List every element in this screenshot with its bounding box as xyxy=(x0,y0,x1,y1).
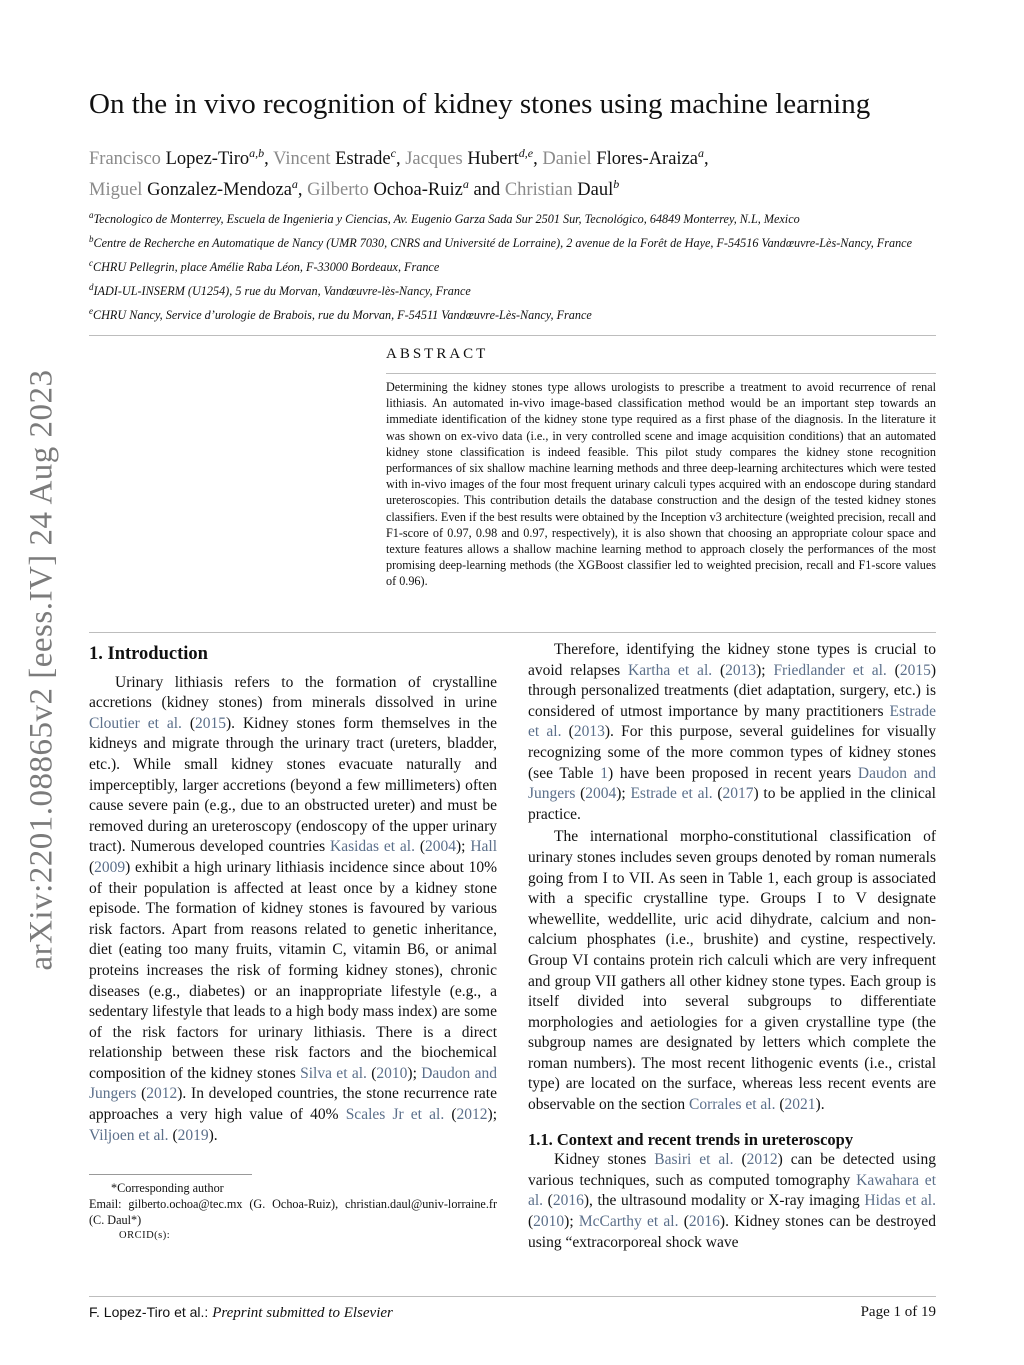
citation-link[interactable]: Estrade et al. xyxy=(528,702,936,741)
citation-link[interactable]: Corrales et al. xyxy=(688,1096,776,1114)
text-run: ( xyxy=(678,1213,689,1231)
right-paragraph-3 xyxy=(528,1150,936,1253)
text-run: ), the ultrasound modality or X-ray imaging xyxy=(583,1192,865,1210)
affiliation-text: CHRU Pellegrin, place Amélie Raba Léon, F-33000 Bordeaux, France xyxy=(93,260,440,275)
text-run: ). xyxy=(815,1096,825,1114)
text-run: ). xyxy=(208,1126,218,1144)
author-first-name: Christian xyxy=(504,180,573,201)
text-run: ( xyxy=(415,838,425,856)
text-run: ( xyxy=(712,661,726,679)
abstract-heading: ABSTRACT xyxy=(386,346,489,362)
citation-link[interactable]: Friedlander et al. xyxy=(773,661,887,679)
citation-link[interactable]: 2019 xyxy=(177,1126,209,1144)
affiliation-text: Centre de Recherche en Automatique de Nancy (UMR 7030, CNRS and Université de Lorraine), 2 avenue de la Forêt de Haye, F-54516 Vandœuvre-Lès-Nancy, France xyxy=(93,236,912,251)
footer-citation xyxy=(89,1304,393,1322)
citation-link[interactable]: 2012 xyxy=(456,1106,488,1124)
citation-link[interactable]: Silva et al. xyxy=(300,1064,367,1082)
author-affiliation-mark: d,e xyxy=(518,146,534,160)
subsection-heading-ureteroscopy: 1.1. Context and recent trends in ureteroscopy xyxy=(528,1129,854,1149)
text-run: ( xyxy=(575,785,586,803)
affiliation-mark: c xyxy=(89,258,93,269)
right-paragraph-1 xyxy=(528,640,936,825)
corresponding-author-note: *Corresponding author xyxy=(111,1181,224,1195)
text-run: ( xyxy=(168,1126,178,1144)
author-last-name: Gonzalez-Mendoza xyxy=(147,180,292,201)
author-affiliation-mark: a xyxy=(698,146,704,160)
author-last-name: Lopez-Tiro xyxy=(165,149,250,170)
citation-link[interactable]: McCarthy et al. xyxy=(578,1213,679,1231)
corresponding-email: Email: gilberto.ochoa@tec.mx (G. Ochoa-Ruiz), christian.daul@univ-lorraine.fr (C. Daul*) xyxy=(89,1197,497,1227)
text-run: ). In developed countries, the stone recurrence rate approaches a very high value of 40% xyxy=(89,1085,497,1124)
citation-link[interactable]: 2012 xyxy=(746,1151,778,1169)
citation-link[interactable]: 2004 xyxy=(425,838,456,856)
footer-journal: Preprint submitted to Elsevier xyxy=(212,1305,393,1321)
citation-link[interactable]: Kartha et al. xyxy=(628,661,713,679)
author-separator: , xyxy=(533,149,543,170)
text-run: ); xyxy=(407,1064,422,1082)
author-affiliation-mark: c xyxy=(390,146,396,160)
affiliation-mark: d xyxy=(89,282,94,293)
author-affiliation-mark: b xyxy=(613,177,620,192)
affiliation-mark: a xyxy=(89,210,94,220)
text-run: ( xyxy=(543,1192,553,1210)
text-run: ); xyxy=(616,785,631,803)
author-last-name: Hubert xyxy=(467,149,519,170)
affiliations xyxy=(89,207,949,327)
right-column xyxy=(528,640,936,1253)
abstract-heading-rule xyxy=(386,373,936,374)
text-run: Therefore, identifying the kidney stone types is crucial to avoid relapses xyxy=(528,641,936,679)
text-run: ( xyxy=(561,723,574,741)
citation-link[interactable]: Kawahara et al. xyxy=(528,1171,936,1210)
text-run: ( xyxy=(181,714,195,732)
text-run: ( xyxy=(136,1085,147,1103)
citation-link[interactable]: 1 xyxy=(600,764,608,782)
text-run: ( xyxy=(366,1064,377,1082)
arxiv-sidebar xyxy=(16,360,68,980)
text-run: ); xyxy=(487,1106,497,1124)
footnote xyxy=(89,1180,497,1244)
affiliation-text: IADI-UL-INSERM (U1254), 5 rue du Morvan, Vandœuvre-lès-Nancy, France xyxy=(93,284,471,299)
author-affiliation-mark: a xyxy=(462,177,469,192)
text-run: ( xyxy=(733,1151,747,1169)
citation-link[interactable]: 2013 xyxy=(573,723,605,741)
author-last-name: Estrade xyxy=(335,149,391,170)
author-affiliation-mark: a xyxy=(291,177,298,192)
text-run: ). For this purpose, several guidelines for visually recognizing some of the more common types of kidney stones (see Table xyxy=(528,723,936,782)
orcid-label: ORCID(s): xyxy=(119,1230,171,1241)
page-number: Page 1 of 19 xyxy=(860,1304,936,1320)
affiliation-text: Tecnologico de Monterrey, Escuela de Ingenieria y Ciencias, Av. Eugenio Garza Sada Sur 2501 Sur, Tecnológico, 64849 Monterrey, N.L, Mexico xyxy=(93,212,800,227)
footer-author: F. Lopez-Tiro et al.: xyxy=(89,1304,213,1320)
right-paragraph-2 xyxy=(528,827,936,1115)
author-first-name: Gilberto xyxy=(307,180,369,201)
affiliation-entry xyxy=(89,207,949,228)
citation-link[interactable]: Estrade et al. xyxy=(630,785,713,803)
citation-link[interactable]: 2012 xyxy=(146,1085,178,1103)
citation-link[interactable]: Daudon and Jungers xyxy=(528,764,937,803)
affiliation-entry xyxy=(89,279,949,300)
text-run: ) can be detected using various techniques, such as computed tomography xyxy=(528,1151,936,1189)
text-run: ( xyxy=(444,1106,457,1124)
text-run: ( xyxy=(528,1213,534,1231)
citation-link[interactable]: Scales Jr et al. xyxy=(345,1106,445,1124)
author-last-name: Daul xyxy=(577,180,614,201)
author-first-name: Daniel xyxy=(542,149,592,170)
affiliation-mark: e xyxy=(89,306,93,317)
author-first-name: Jacques xyxy=(405,149,463,170)
citation-link[interactable]: 2015 xyxy=(195,714,226,732)
citation-link[interactable]: 2013 xyxy=(725,661,757,679)
citation-link[interactable]: 2016 xyxy=(688,1213,720,1231)
text-run: ). Kidney stones can be destroyed using “extracorporeal shock wave xyxy=(528,1213,936,1251)
citation-link[interactable]: Hidas et al. xyxy=(864,1192,936,1210)
citation-link[interactable]: 2021 xyxy=(784,1096,816,1114)
citation-link[interactable]: Kasidas et al. xyxy=(330,838,415,856)
affiliation-entry xyxy=(89,255,949,276)
citation-link[interactable]: Cloutier et al. xyxy=(89,714,182,732)
citation-link[interactable]: 2010 xyxy=(533,1213,565,1231)
author-separator: and xyxy=(468,180,505,201)
author-first-name: Miguel xyxy=(89,180,143,201)
footer-divider xyxy=(89,1296,936,1297)
text-run: The international morpho-constitutional classification of urinary stones includes seven groups denoted by roman numerals going from I to VII. As seen in Table 1, each group is associated with a specific crystalline type. Groups I to V designate whewellite, weddellite, uric acid dihydrate, calcium and non-calcium phosphates (i.e., brushite) and cystine, respectively. Group VI contains protein rich calculi which are very infrequent and group VII gathers all other kidney stone types. Each group is itself divided into several subgroups to differentiate morphologies and aetiologies for a given crystalline type (the subgroup names are designated by letters which complete the roman numbers). The most recent lithogenic events (i.e., cristal type) are located on the surface, whereas less recent events are observable on the section xyxy=(528,828,936,1114)
abstract-text: Determining the kidney stones type allows urologists to prescribe a treatment to avoid recurrence of renal lithiasis. An automated in-vivo image-based classification method would be an important step towards an immediate identification of the kidney stone type required as a first phase of the diagnosis. In the literature it was shown on ex-vivo data (i.e., in very controlled scene and image acquisition conditions) that an automated kidney stone classification is indeed feasible. This pilot study compares the kidney stone recognition performances of six shallow machine learning methods and three deep-learning architectures which were tested with in-vivo images of the four most frequent urinary calculi types acquired with an endoscope during standard ureteroscopies. This contribution details the database construction and the design of the tested kidney stones classifiers. Even if the best results were obtained by the Inception v3 architecture (weighted precision, recall and F1-score of 0.97, 0.98 and 0.97, respectively), it is also shown that choosing an appropriate colour space and texture features allows a shallow machine learning method to approach closely the performances of the most promising deep-learning methods (the XGBoost classifier led to weighted precision, recall and F1-score values of 0.96). xyxy=(386,380,936,589)
text-run: ( xyxy=(886,661,900,679)
text-run: ( xyxy=(712,785,723,803)
footnote-divider xyxy=(89,1174,252,1175)
author-separator: , xyxy=(264,149,274,170)
text-run: ) through personalized treatments (diet adaptation, surgery, etc.) is considered of utmost importance by many practitioners xyxy=(528,661,936,720)
text-run: ) to be applied in the clinical practice. xyxy=(528,785,936,823)
citation-link[interactable]: 2010 xyxy=(376,1064,408,1082)
author-separator: , xyxy=(297,180,308,201)
intro-paragraph-1 xyxy=(89,673,497,1147)
author-last-name: Ochoa-Ruiz xyxy=(373,180,463,201)
citation-link[interactable]: Basiri et al. xyxy=(654,1151,734,1169)
author-list xyxy=(89,141,949,203)
author-last-name: Flores-Araiza xyxy=(596,149,698,170)
citation-link[interactable]: Hall xyxy=(470,838,497,856)
citation-link[interactable]: 2004 xyxy=(585,785,617,803)
section-heading-introduction: 1. Introduction xyxy=(89,644,208,664)
author-first-name: Francisco xyxy=(89,149,161,170)
text-run: Kidney stones xyxy=(554,1151,655,1169)
affiliation-entry xyxy=(89,303,949,324)
citation-link[interactable]: Viljoen et al. xyxy=(89,1126,169,1144)
text-run: ); xyxy=(564,1213,579,1231)
text-run: ) exhibit a high urinary lithiasis incidence since about 10% of their population is affected at least once by a kidney stone episode. The formation of kidney stones is favoured by various risk factors. Apart from reasons related to genetic inheritance, diet (eating too many fruits, vitamin C, vitamin B6, or animal proteins increases the risk of forming kidney stones), chronic diseases (e.g., diabetes) or an inappropriate lifestyle (e.g., a sedentary lifestyle that leads to a high body mass index) are some of the risk factors for urinary lithiasis. There is a direct relationship between these risk factors and the biochemical composition of the kidney stones xyxy=(89,858,497,1082)
citation-link[interactable]: 2017 xyxy=(722,785,754,803)
text-run: ) have been proposed in recent years xyxy=(607,764,858,782)
text-run: ( xyxy=(89,858,95,876)
citation-link[interactable]: 2015 xyxy=(899,661,931,679)
text-run: ); xyxy=(756,661,774,679)
author-separator: , xyxy=(704,149,709,170)
text-run: ). Kidney stones form themselves in the kidneys and migrate through the urinary tract (ureters, bladder, etc.). While small kidney stones evacuate naturally and imperceptibly, larger accretions (beyond a few millimeters) often cause severe pain (e.g., due to an obstructed ureter) and must be removed during an ureteroscopy (endoscopy of the upper urinary tract). Numerous developed countries xyxy=(89,714,497,856)
citation-link[interactable]: 2016 xyxy=(552,1192,584,1210)
arxiv-identifier: arXiv:2201.08865v2 [eess.IV] 24 Aug 2023 xyxy=(23,369,60,971)
author-affiliation-mark: a,b xyxy=(249,146,265,160)
left-column xyxy=(89,644,497,1146)
author-first-name: Vincent xyxy=(273,149,331,170)
citation-link[interactable]: 2009 xyxy=(94,858,126,876)
citation-link[interactable]: Daudon and Jungers xyxy=(89,1064,498,1103)
author-separator: , xyxy=(395,149,406,170)
text-run: ); xyxy=(456,838,471,856)
text-run: Urinary lithiasis refers to the formation of crystalline accretions (kidney stones) from minerals dissolved in urine xyxy=(89,673,497,712)
affiliation-mark: b xyxy=(89,234,94,245)
text-run: ( xyxy=(775,1096,785,1114)
affiliation-text: CHRU Nancy, Service d’urologie de Brabois, rue du Morvan, F-54511 Vandœuvre-Lès-Nancy, France xyxy=(93,308,592,323)
header-divider xyxy=(89,335,936,336)
paper-title: On the in vivo recognition of kidney stones using machine learning xyxy=(89,88,871,120)
abstract-divider xyxy=(89,632,936,633)
affiliation-entry xyxy=(89,231,949,252)
